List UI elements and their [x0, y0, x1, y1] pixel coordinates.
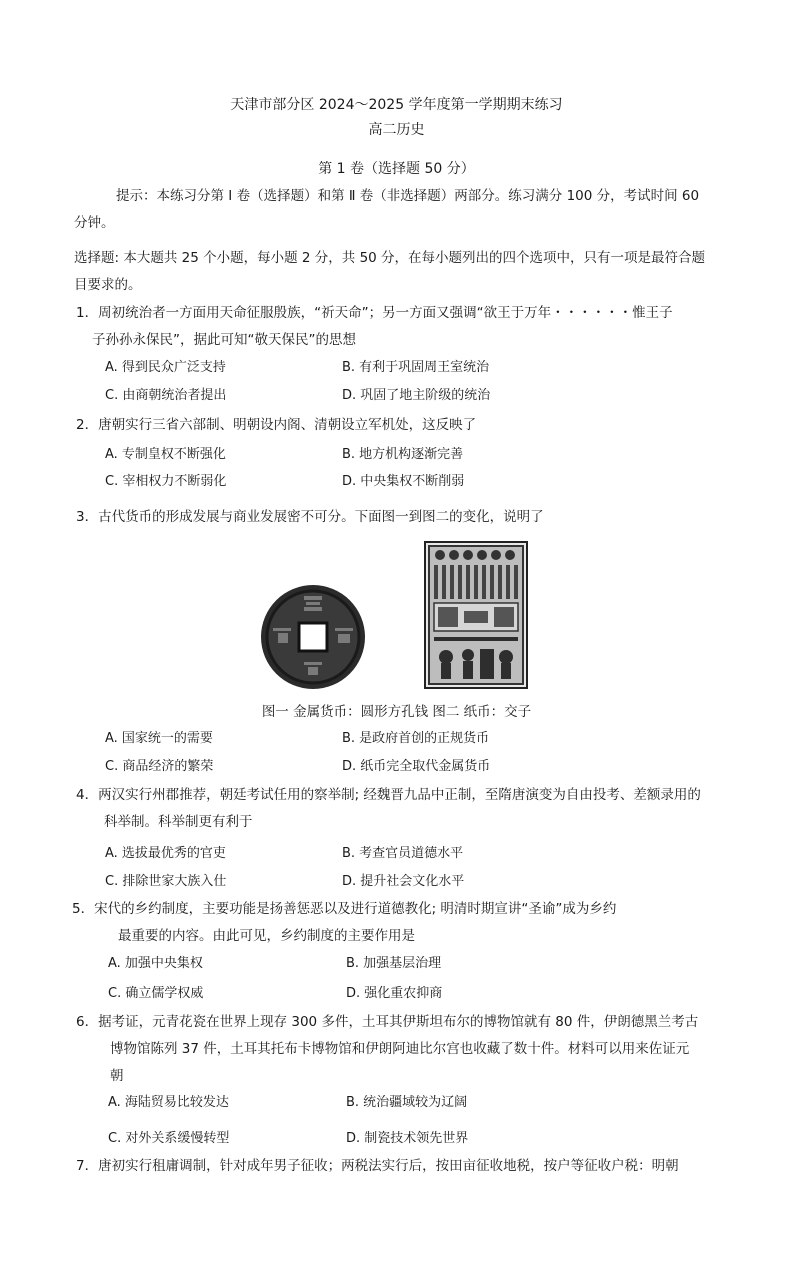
- question-6-option-a: A. 海陆贸易比较发达: [108, 1095, 229, 1110]
- question-2-option-b: B. 地方机构逐渐完善: [342, 447, 464, 462]
- question-4-option-d: D. 提升社会文化水平: [342, 874, 465, 889]
- figure-caption: 图一 金属货币：圆形方孔钱 图二 纸币：交子: [261, 704, 532, 720]
- question-3-option-d: D. 纸币完全取代金属货币: [342, 759, 491, 774]
- question-6-stem-line-2: 博物馆陈列 37 件，土耳其托布卡博物馆和伊朗阿迪比尔宫也收藏了数十件。材料可以用来佐证元: [110, 1041, 690, 1057]
- question-6-option-b: B. 统治疆域较为辽阔: [346, 1095, 468, 1110]
- question-5-option-c: C. 确立儒学权威: [108, 986, 204, 1001]
- question-4-stem-line-1: 4．两汉实行州郡推荐，朝廷考试任用的察举制; 经魏晋九品中正制，至隋唐演变为自由投考、差额录用的: [76, 787, 701, 803]
- question-5-option-a: A. 加强中央集权: [108, 956, 203, 971]
- question-2-option-c: C. 宰相权力不断弱化: [105, 474, 227, 489]
- jiaozi-image: [424, 541, 528, 689]
- question-4-option-c: C. 排除世家大族入仕: [105, 874, 227, 889]
- question-1-option-d: D. 巩固了地主阶级的统治: [342, 388, 491, 403]
- question-6-stem-line-1: 6．据考证，元青花瓷在世界上现存 300 多件，土耳其伊斯坦布尔的博物馆就有 80 件，伊朗德黑兰考古: [76, 1014, 699, 1030]
- exam-title: 天津市部分区 2024～2025 学年度第一学期期末练习: [230, 97, 563, 113]
- question-3-option-a: A. 国家统一的需要: [105, 731, 213, 746]
- notice-line-2: 分钟。: [74, 215, 115, 231]
- question-2-option-d: D. 中央集权不断削弱: [342, 474, 465, 489]
- question-3-option-c: C. 商品经济的繁荣: [105, 759, 214, 774]
- question-5-option-b: B. 加强基层治理: [346, 956, 442, 971]
- question-4-stem-line-2: 科举制。科举制更有利于: [104, 814, 253, 830]
- notice-line-1: 提示：本练习分第 Ⅰ 卷（选择题）和第 Ⅱ 卷（非选择题）两部分。练习满分 100 分，考试时间 60: [116, 188, 700, 204]
- coin-image: [258, 582, 368, 692]
- question-5-stem-line-1: 5．宋代的乡约制度，主要功能是扬善惩恶以及进行道德教化; 明清时期宣讲“圣谕”成为乡约: [72, 901, 617, 917]
- question-6-option-c: C. 对外关系缓慢转型: [108, 1131, 230, 1146]
- question-3-option-b: B. 是政府首创的正规货币: [342, 731, 490, 746]
- question-2-option-a: A. 专制皇权不断强化: [105, 447, 226, 462]
- question-1-option-a: A. 得到民众广泛支持: [105, 360, 226, 375]
- question-6-option-d: D. 制瓷技术领先世界: [346, 1131, 469, 1146]
- question-1-stem-line-2: 子孙孙永保民”，据此可知“敬天保民”的思想: [92, 332, 356, 348]
- question-6-stem-line-3: 朝: [110, 1068, 124, 1084]
- question-4-option-a: A. 选拔最优秀的官吏: [105, 846, 226, 861]
- instructions-line-2: 目要求的。: [74, 277, 142, 293]
- question-1-option-b: B. 有利于巩固周王室统治: [342, 360, 490, 375]
- subject-title: 高二历史: [368, 122, 425, 138]
- question-7-stem: 7．唐初实行租庸调制，针对成年男子征收；两税法实行后，按田亩征收地税，按户等征收户税：明朝: [76, 1158, 679, 1174]
- question-1-option-c: C. 由商朝统治者提出: [105, 388, 227, 403]
- question-4-option-b: B. 考查官员道德水平: [342, 846, 464, 861]
- question-2-stem: 2．唐朝实行三省六部制、明朝设内阁、清朝设立军机处，这反映了: [76, 417, 477, 433]
- volume-title: 第 1 卷（选择题 50 分）: [318, 161, 475, 177]
- question-1-stem-line-1: 1．周初统治者一方面用天命征服殷族，“祈天命”；另一方面又强调“欲王于万年・・・・・・惟王子: [76, 305, 673, 321]
- instructions-line-1: 选择题: 本大题共 25 个小题，每小题 2 分，共 50 分，在每小题列出的四个选项中，只有一项是最符合题: [74, 250, 706, 266]
- question-5-stem-line-2: 最重要的内容。由此可见，乡约制度的主要作用是: [118, 928, 415, 944]
- question-5-option-d: D. 强化重农抑商: [346, 986, 443, 1001]
- question-3-stem: 3．古代货币的形成发展与商业发展密不可分。下面图一到图二的变化，说明了: [76, 509, 544, 525]
